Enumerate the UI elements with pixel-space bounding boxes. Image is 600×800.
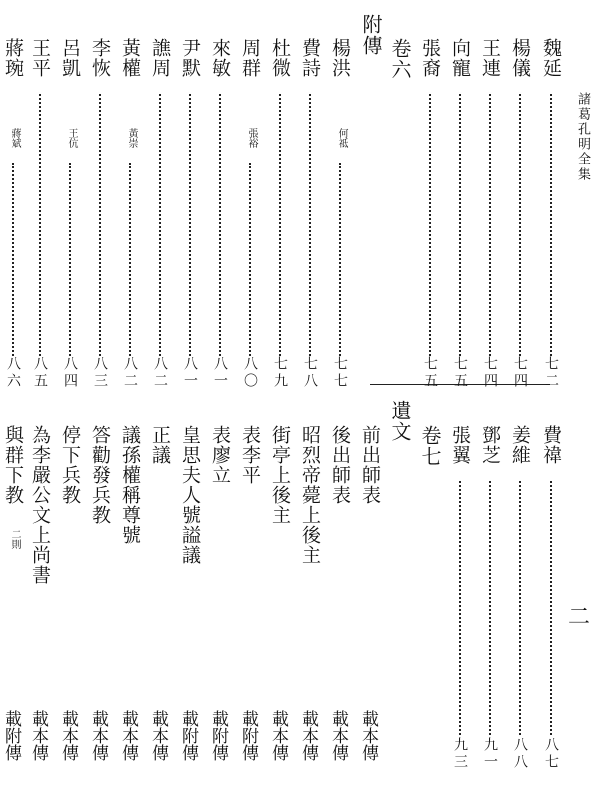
toc-entry <box>357 425 383 785</box>
entry-name: 為李嚴公文上尚書 <box>29 425 51 585</box>
entry-page: 八二 <box>152 356 168 390</box>
entry-name: 張裔 <box>419 38 441 78</box>
leader-dots <box>339 163 341 356</box>
entry-name: 呂凱 <box>59 38 81 78</box>
entry-source: 載本傳 <box>298 710 318 761</box>
toc-entry <box>507 425 533 785</box>
toc-entry <box>27 38 53 390</box>
toc-entry <box>207 38 233 390</box>
page-number: 二 <box>568 605 591 630</box>
toc-entry <box>477 38 503 390</box>
leader-dots <box>189 94 191 356</box>
entry-source: 載本傳 <box>268 710 288 761</box>
toc-entry <box>447 425 473 785</box>
entry-name: 楊洪 <box>329 38 351 78</box>
entry-name: 街亭上後主 <box>269 425 291 525</box>
toc-entry <box>147 38 173 390</box>
entry-source: 載本傳 <box>328 710 348 761</box>
toc-entry <box>87 38 113 390</box>
entry-source: 載附傳 <box>178 710 198 761</box>
leader-dots <box>309 94 311 356</box>
entry-note: 黃崇 <box>126 128 137 148</box>
toc-entry <box>538 38 564 390</box>
fuzhuan-heading <box>358 14 384 74</box>
entry-name: 答勸發兵教 <box>89 425 111 525</box>
entry-name: 前出師表 <box>359 425 381 505</box>
entry-name: 議孫權稱尊號 <box>119 425 141 545</box>
toc-entry <box>177 38 203 390</box>
toc-entry <box>327 38 353 390</box>
toc-entry <box>538 425 564 785</box>
entry-source: 載本傳 <box>28 710 48 761</box>
entry-name: 費禕 <box>540 425 562 465</box>
entry-source: 載附傳 <box>238 710 258 761</box>
entry-page: 八六 <box>5 356 21 390</box>
entry-page: 八四 <box>62 356 78 390</box>
toc-entry <box>117 38 143 390</box>
entry-name: 譙周 <box>149 38 171 78</box>
entry-name: 姜維 <box>509 425 531 465</box>
toc-entry <box>267 38 293 390</box>
yiwen-label: 遺文 <box>388 400 412 442</box>
toc-entry <box>417 38 443 390</box>
leader-dots <box>219 94 221 356</box>
entry-page: 七四 <box>482 356 498 390</box>
entry-name: 向寵 <box>449 38 471 78</box>
toc-entry <box>477 425 503 785</box>
entry-page: 八一 <box>182 356 198 390</box>
entry-page: 八〇 <box>242 356 258 390</box>
entry-name: 杜微 <box>269 38 291 78</box>
entry-page: 七八 <box>302 356 318 390</box>
entry-name: 表李平 <box>239 425 261 485</box>
entry-page: 七五 <box>452 356 468 390</box>
leader-dots <box>159 94 161 356</box>
entry-name: 王平 <box>29 38 51 78</box>
entry-page: 八一 <box>212 356 228 390</box>
entry-source: 載本傳 <box>118 710 138 761</box>
entry-source: 載附傳 <box>1 710 21 761</box>
leader-dots <box>489 481 491 735</box>
entry-page: 八五 <box>32 356 48 390</box>
leader-dots <box>12 163 14 356</box>
leader-dots <box>489 94 491 356</box>
toc-entry <box>297 38 323 390</box>
leader-dots <box>550 94 552 356</box>
entry-note: 二則 <box>9 529 20 549</box>
toc-entry <box>447 38 473 390</box>
entry-source: 載本傳 <box>58 710 78 761</box>
entry-source: 載附傳 <box>208 710 228 761</box>
running-title: 諸葛孔明全集 <box>575 92 590 182</box>
volume-label: 卷七 <box>418 425 442 467</box>
toc-entry <box>327 425 353 785</box>
entry-page: 九一 <box>482 737 498 771</box>
volume-label: 卷六 <box>388 38 412 80</box>
entry-name: 後出師表 <box>329 425 351 505</box>
entry-name: 王連 <box>479 38 501 78</box>
toc-entry <box>117 425 143 785</box>
entry-name: 鄧芝 <box>479 425 501 465</box>
leader-dots <box>459 94 461 356</box>
entry-name: 表廖立 <box>209 425 231 485</box>
leader-dots <box>99 94 101 356</box>
volume-heading <box>387 38 413 118</box>
entry-name: 昭烈帝薨上後主 <box>299 425 321 565</box>
entry-page: 七四 <box>512 356 528 390</box>
entry-name: 周群 <box>239 38 261 78</box>
leader-dots <box>279 94 281 356</box>
entry-note: 何祗 <box>336 128 347 148</box>
entry-name: 魏延 <box>540 38 562 78</box>
leader-dots <box>429 94 431 356</box>
toc-entry <box>27 425 53 785</box>
toc-entry <box>237 38 263 390</box>
entry-name: 皇思夫人號謚議 <box>179 425 201 565</box>
toc-entry <box>0 425 26 785</box>
toc-entry <box>507 38 533 390</box>
entry-page: 九三 <box>452 737 468 771</box>
volume-heading <box>417 425 443 505</box>
entry-page: 七五 <box>422 356 438 390</box>
entry-name: 正議 <box>149 425 171 465</box>
leader-dots <box>69 163 71 356</box>
entry-name: 與群下教 <box>2 425 24 505</box>
toc-entry <box>297 425 323 785</box>
entry-name: 黃權 <box>119 38 141 78</box>
entry-source: 載本傳 <box>88 710 108 761</box>
yiwen-heading <box>387 400 413 460</box>
toc-entry <box>57 425 83 785</box>
entry-name: 蔣琬 <box>2 38 24 78</box>
entry-source: 載本傳 <box>358 710 378 761</box>
entry-name: 張翼 <box>449 425 471 465</box>
toc-entry <box>237 425 263 785</box>
entry-page: 七二 <box>543 356 559 390</box>
entry-name: 楊儀 <box>509 38 531 78</box>
entry-name: 來敏 <box>209 38 231 78</box>
leader-dots <box>550 481 552 735</box>
entry-name: 李恢 <box>89 38 111 78</box>
toc-entry <box>57 38 83 390</box>
leader-dots <box>39 94 41 356</box>
entry-note: 王伉 <box>66 128 77 148</box>
toc-entry <box>87 425 113 785</box>
toc-entry <box>267 425 293 785</box>
fuzhuan-label: 附傳 <box>359 14 383 56</box>
leader-dots <box>519 481 521 735</box>
entry-name: 尹默 <box>179 38 201 78</box>
entry-page: 八三 <box>92 356 108 390</box>
entry-page: 八八 <box>512 737 528 771</box>
entry-name: 停下兵教 <box>59 425 81 505</box>
entry-source: 載本傳 <box>148 710 168 761</box>
entry-page: 七七 <box>332 356 348 390</box>
toc-entry <box>0 38 26 390</box>
toc-entry <box>177 425 203 785</box>
leader-dots <box>249 163 251 356</box>
entry-name: 費詩 <box>299 38 321 78</box>
leader-dots <box>519 94 521 356</box>
leader-dots <box>129 163 131 356</box>
leader-dots <box>459 481 461 735</box>
entry-note: 蔣斌 <box>9 128 20 148</box>
entry-page: 七九 <box>272 356 288 390</box>
entry-page: 八七 <box>543 737 559 771</box>
toc-entry <box>147 425 173 785</box>
toc-entry <box>207 425 233 785</box>
entry-note: 張裕 <box>246 128 257 148</box>
entry-page: 八二 <box>122 356 138 390</box>
